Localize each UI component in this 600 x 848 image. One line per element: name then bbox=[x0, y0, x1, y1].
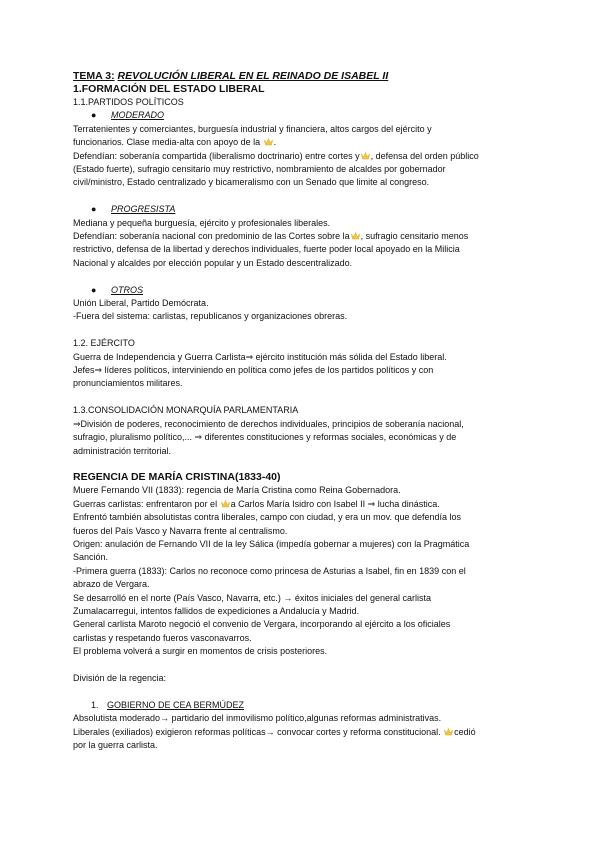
text-line: -Fuera del sistema: carlistas, republicanos y organizaciones obreras. bbox=[73, 311, 348, 322]
text-line: Liberales (exiliados) exigieron reformas políticas→ convocar cortes y reforma constitucional. cedió bbox=[73, 726, 476, 737]
numbered-item-cea-bermudez: 1. GOBIERNO DE CEA BERMÚDEZ bbox=[91, 699, 245, 710]
section-heading-formacion: 1.FORMACIÓN DEL ESTADO LIBERAL bbox=[73, 83, 265, 95]
text-line: abrazo de Vergara. bbox=[73, 579, 150, 590]
text-line: Enfrentó también absolutistas contra liberales, campo con ciudad, y era un mov. que defendía los bbox=[73, 512, 462, 523]
text-line: fueros del País Vasco y Navarra frente al centralismo. bbox=[73, 525, 288, 536]
tema-prefix: TEMA 3: bbox=[73, 70, 115, 82]
numbered-item-label: GOBIERNO DE CEA BERMÚDEZ bbox=[107, 699, 245, 710]
text-line: civil/ministro, Estado centralizado y bicameralismo con un Senado que limite al congreso. bbox=[73, 177, 430, 188]
text-line: General carlista Maroto negoció el convenio de Vergara, incorporando al ejército a los oficiales bbox=[73, 619, 451, 630]
text-line: Jefes⇒ líderes políticos, interviniendo en política como jefes de los partidos políticos y con bbox=[73, 365, 434, 376]
crown-icon bbox=[361, 152, 370, 160]
bullet-otros: ● OTROS bbox=[91, 284, 144, 295]
text-line: carlistas y respetando fueros vasconavarros. bbox=[73, 632, 252, 643]
text-line: Unión Liberal, Partido Demócrata. bbox=[73, 298, 209, 309]
text-line: Sanción. bbox=[73, 552, 109, 563]
text-line: Nacional y alcaldes por elección popular y un Estado descentralizado. bbox=[73, 257, 353, 268]
text-line: Guerras carlistas: enfrentaron por el a Carlos María Isidro con Isabel II ⇒ lucha dinástica. bbox=[73, 498, 440, 509]
text-line: Terratenientes y comerciantes, burguesía industrial y financiera, altos cargos del ejército y bbox=[73, 123, 432, 134]
subheading-consolidacion: 1.3.CONSOLIDACIÓN MONARQUÍA PARLAMENTARIA bbox=[73, 405, 299, 416]
bullet-label: OTROS bbox=[111, 284, 144, 295]
page-title bbox=[73, 70, 533, 83]
text-line: ⇒División de poderes, reconocimiento de derechos individuales, principios de soberanía nacional, bbox=[73, 418, 464, 429]
text-line: sufragio, pluralismo político,... ⇒ diferentes constituciones y reformas sociales, económicas y de bbox=[73, 432, 457, 443]
text-line: funcionarios. Clase media-alta con apoyo de la . bbox=[73, 137, 277, 148]
bullet-label: MODERADO bbox=[111, 110, 165, 121]
text-line: Defendían: soberanía nacional con predominio de las Cortes sobre la , sufragio censitario menos bbox=[73, 231, 469, 242]
crown-icon bbox=[444, 728, 453, 736]
crown-icon bbox=[264, 138, 273, 146]
subheading-partidos: 1.1.PARTIDOS POLÍTICOS bbox=[73, 97, 184, 107]
text-line: Zumalacarregui, intentos fallidos de expediciones a Andalucía y Madrid. bbox=[73, 605, 360, 616]
tema-title: REVOLUCIÓN LIBERAL EN EL REINADO DE ISABEL II bbox=[117, 70, 389, 82]
text-line: Absolutista moderado→ partidario del inmovilismo político,algunas reformas administrativas. bbox=[73, 713, 442, 724]
text-line: Se desarrolló en el norte (País Vasco, Navarra, etc.) → éxitos iniciales del general carlista bbox=[73, 592, 431, 603]
subheading-ejercito: 1.2. EJÉRCITO bbox=[73, 338, 135, 349]
crown-icon bbox=[351, 232, 360, 240]
bullet-moderado: ● MODERADO bbox=[91, 110, 165, 121]
text-line: Origen: anulación de Fernando VII de la ley Sálica (impedía gobernar a mujeres) con la Pragmática bbox=[73, 538, 470, 549]
text-line: Mediana y pequeña burguesía, ejército y profesionales liberales. bbox=[73, 217, 331, 228]
bullet-label: PROGRESISTA bbox=[111, 204, 176, 215]
text-line: pronunciamientos militares. bbox=[73, 378, 183, 389]
text-line: -Primera guerra (1833): Carlos no reconoce como princesa de Asturias a Isabel, fin en 1839 con el bbox=[73, 565, 466, 576]
text-line: Defendían: soberanía compartida (liberalismo doctrinario) entre cortes y , defensa del orden público bbox=[73, 150, 479, 161]
text-line: Guerra de Independencia y Guerra Carlista⇒ ejército institución más sólida del Estado liberal. bbox=[73, 351, 447, 362]
bullet-progresista: ● PROGRESISTA bbox=[91, 204, 176, 215]
document-page bbox=[73, 70, 533, 752]
text-line: por la guerra carlista. bbox=[73, 739, 158, 750]
text-line: El problema volverá a surgir en momentos de crisis posteriores. bbox=[73, 646, 328, 657]
text-line: (Estado fuerte), sufragio censitario muy restrictivo, nombramiento de alcaldes por gobernador bbox=[73, 164, 446, 175]
text-line: administración territorial. bbox=[73, 445, 172, 456]
text-line: Muere Fernando VII (1833): regencia de María Cristina como Reina Gobernadora. bbox=[73, 485, 401, 496]
text-line-division: División de la regencia: bbox=[73, 672, 167, 683]
text-line: restrictivo, defensa de la libertad y derechos individuales, fuerte poder local apoyado en la Milicia bbox=[73, 244, 460, 255]
section-heading-regencia: REGENCIA DE MARÍA CRISTINA(1833-40) bbox=[73, 471, 281, 484]
crown-icon bbox=[221, 500, 230, 508]
